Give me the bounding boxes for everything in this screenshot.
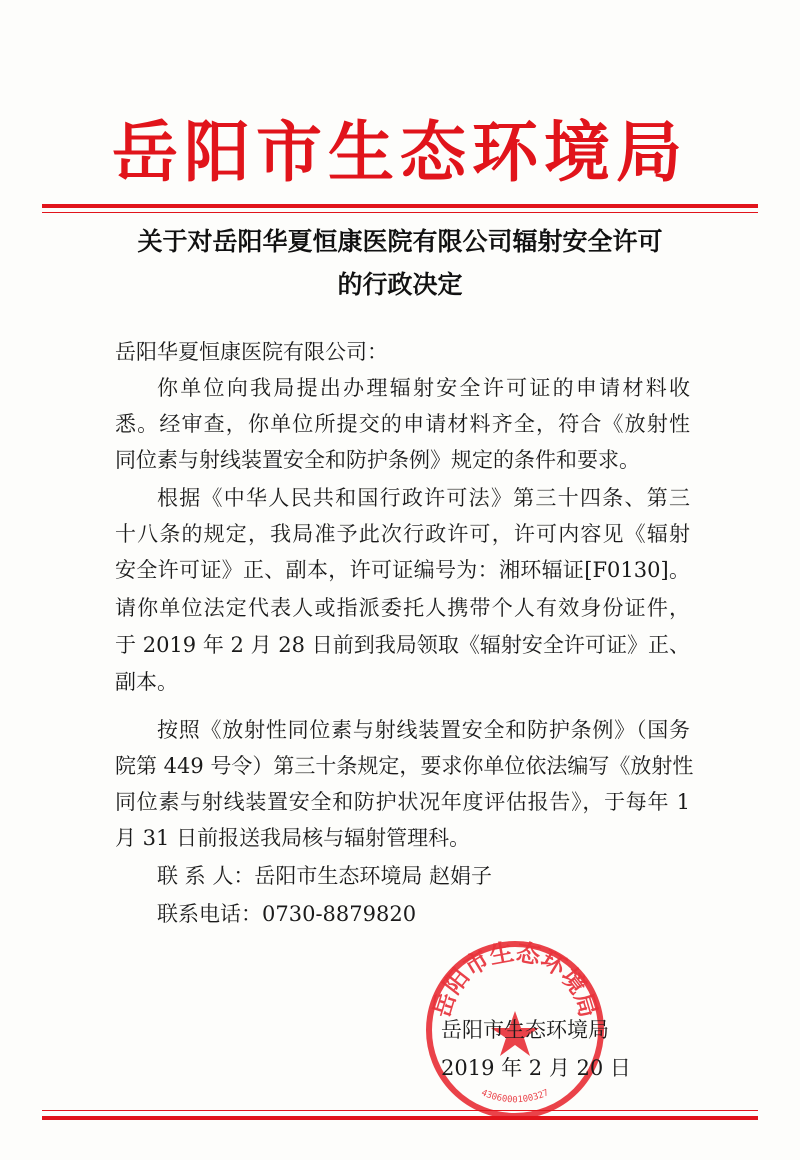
header-rule-thick [42, 204, 758, 208]
paragraph-1-line: 悉。经审查，你单位所提交的申请材料齐全，符合《放射性 [115, 412, 690, 436]
addressee: 岳阳华夏恒康医院有限公司： [115, 340, 388, 364]
seal-text: 岳阳市生态环境局 [426, 936, 604, 1021]
signature-date: 2019 年 2 月 20 日 [441, 1056, 631, 1080]
header-rule-thin [42, 212, 758, 213]
footer-rule-thick [42, 1116, 758, 1120]
svg-text:4306000100327 [480, 1088, 551, 1105]
agency-header: 岳阳市生态环境局 [112, 113, 688, 191]
paragraph-2-line: 副本。 [115, 670, 178, 694]
paragraph-3-line: 院第 449 号令）第三十条规定，要求你单位依法编写《放射性 [115, 754, 694, 778]
contact-person: 联 系 人：岳阳市生态环境局 赵娟子 [157, 864, 493, 888]
paragraph-2-line: 于 2019 年 2 月 28 日前到我局领取《辐射安全许可证》正、 [115, 633, 690, 657]
svg-text:岳阳市生态环境局 [426, 937, 603, 1021]
footer-rule-thin [42, 1110, 758, 1111]
paragraph-3-line: 同位素与射线装置安全和防护状况年度评估报告》，于每年 1 [115, 790, 690, 814]
paragraph-1-line: 同位素与射线装置安全和防护条例》规定的条件和要求。 [115, 448, 640, 472]
doc-title-line2: 的行政决定 [337, 270, 463, 299]
contact-phone: 联系电话：0730-8879820 [157, 902, 417, 926]
doc-title-line1: 关于对岳阳华夏恒康医院有限公司辐射安全许可 [137, 227, 663, 256]
paragraph-1-line: 你单位向我局提出办理辐射安全许可证的申请材料收 [157, 376, 690, 400]
paragraph-2-line: 十八条的规定，我局准予此次行政许可，许可内容见《辐射 [115, 522, 690, 546]
paragraph-2-line: 安全许可证》正、副本，许可证编号为：湘环辐证[F0130]。 [115, 558, 690, 582]
paragraph-2-line: 请你单位法定代表人或指派委托人携带个人有效身份证件， [115, 596, 690, 620]
paragraph-3-line: 按照《放射性同位素与射线装置安全和防护条例》（国务 [157, 718, 690, 742]
seal-code: 4306000100327 [479, 1088, 551, 1106]
signature-org: 岳阳市生态环境局 [441, 1018, 609, 1042]
paragraph-2-line: 根据《中华人民共和国行政许可法》第三十四条、第三 [157, 486, 690, 510]
paragraph-3-line: 月 31 日前报送我局核与辐射管理科。 [115, 826, 471, 850]
